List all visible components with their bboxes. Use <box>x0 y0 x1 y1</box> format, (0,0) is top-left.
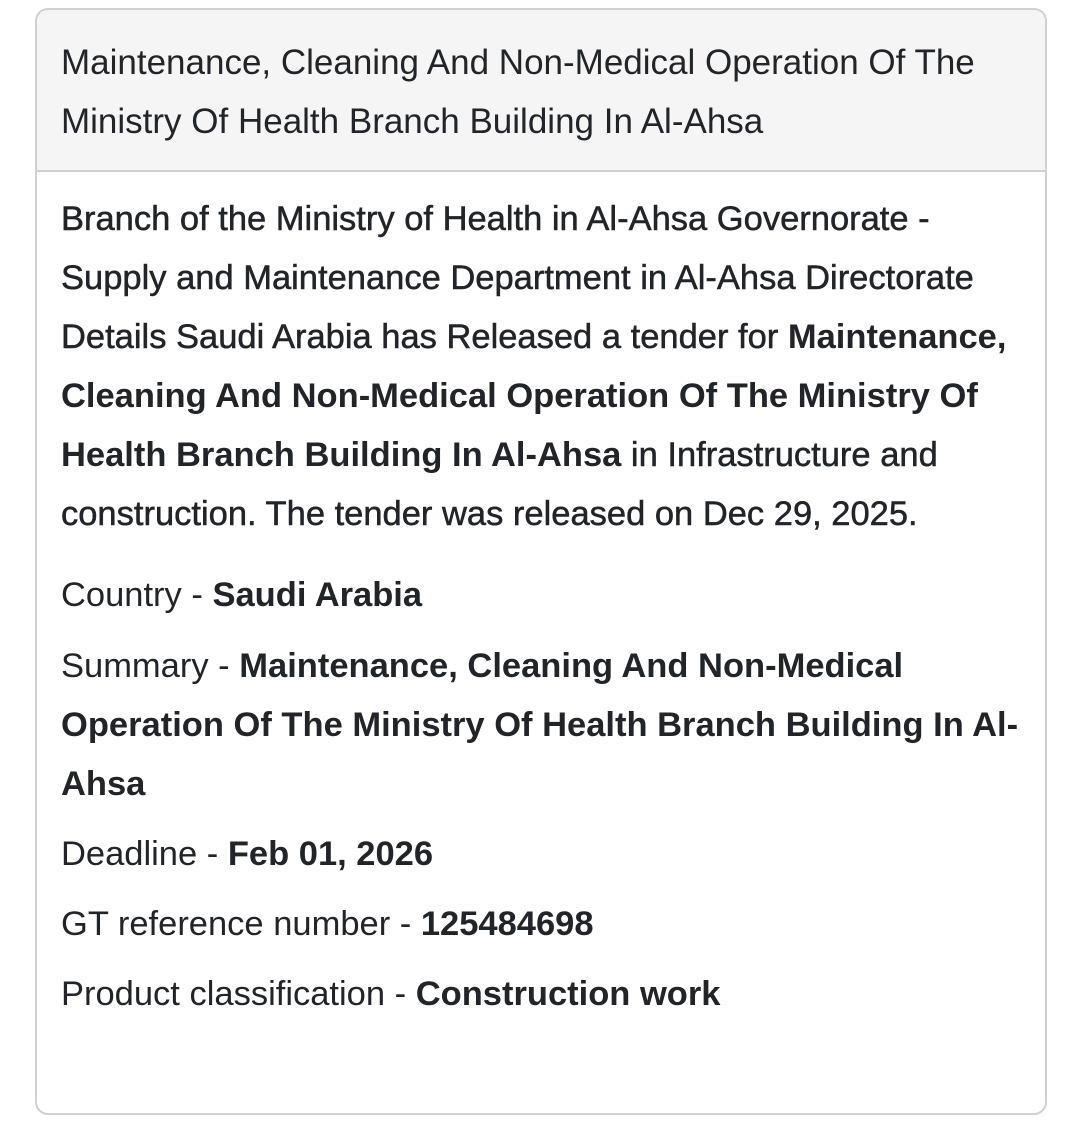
tender-title: Maintenance, Cleaning And Non-Medical Operation Of The Ministry Of Health Branch Building In Al-Ahsa <box>37 10 1045 172</box>
description-sector: in Infrastructure and construction. The tender was released on Dec 29, 2025. <box>61 436 938 533</box>
field-summary-label: Summary - <box>61 647 240 685</box>
tender-description <box>61 190 1021 544</box>
field-reference-number <box>61 895 1021 954</box>
field-country <box>61 566 1021 625</box>
field-deadline-label: Deadline - <box>61 835 228 873</box>
field-deadline <box>61 825 1021 884</box>
description-org: Branch of the Ministry of Health in Al-Ahsa Governorate - Supply and Maintenance Department in Al-Ahsa Directorate Details Saudi Arabia has Released a tender for <box>61 200 974 356</box>
field-classification-label: Product classification - <box>61 975 416 1013</box>
field-product-classification <box>61 965 1021 1024</box>
field-classification-value: Construction work <box>415 975 721 1013</box>
tender-card <box>35 8 1047 1115</box>
tender-body <box>37 172 1045 1024</box>
field-summary <box>61 637 1021 814</box>
field-country-label: Country - <box>61 576 213 614</box>
field-summary-value: Maintenance, Cleaning And Non-Medical Operation Of The Ministry Of Health Branch Building In Al-Ahsa <box>61 647 1019 803</box>
field-country-value: Saudi Arabia <box>212 576 423 614</box>
description-tender-name: Maintenance, Cleaning And Non-Medical Operation Of The Ministry Of Health Branch Building In Al-Ahsa <box>61 318 1007 474</box>
field-reference-label: GT reference number - <box>61 905 421 943</box>
field-reference-value: 125484698 <box>420 905 594 943</box>
field-deadline-value: Feb 01, 2026 <box>227 835 434 873</box>
